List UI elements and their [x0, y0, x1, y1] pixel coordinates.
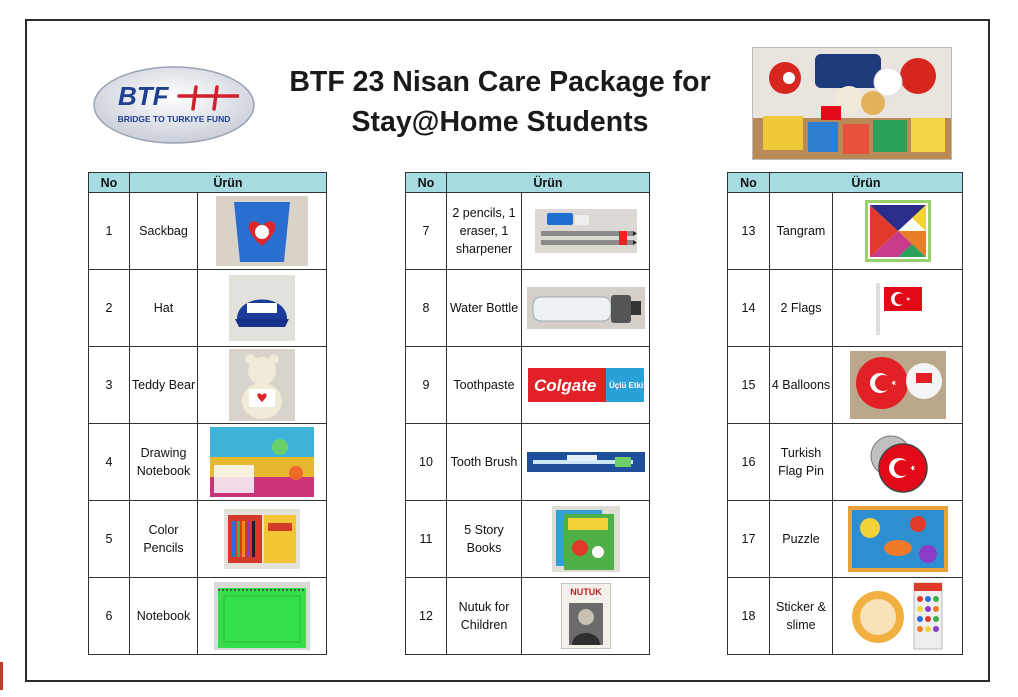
item-name: Nutuk for Children — [447, 578, 522, 655]
item-number: 15 — [728, 347, 770, 424]
table-row — [728, 501, 963, 578]
table-row — [89, 424, 327, 501]
header-no: No — [406, 173, 447, 193]
item-number: 9 — [406, 347, 447, 424]
table-row — [89, 501, 327, 578]
logo-tagline: BRIDGE TO TURKIYE FUND — [117, 114, 231, 124]
table-row — [406, 347, 650, 424]
table-row — [728, 193, 963, 270]
item-name: Color Pencils — [130, 501, 198, 578]
item-name: 2 Flags — [770, 270, 833, 347]
book-title: NUTUK — [569, 587, 602, 597]
item-name: Hat — [130, 270, 198, 347]
toothpaste-brand: Colgate — [533, 376, 596, 395]
table-row — [89, 578, 327, 655]
item-number: 4 — [89, 424, 130, 501]
item-number: 18 — [728, 578, 770, 655]
item-name: Drawing Notebook — [130, 424, 198, 501]
puzzle-photo — [833, 501, 963, 578]
item-number: 11 — [406, 501, 447, 578]
title-line-2: Stay@Home Students — [351, 106, 649, 138]
item-number: 14 — [728, 270, 770, 347]
item-number: 12 — [406, 578, 447, 655]
item-number: 2 — [89, 270, 130, 347]
table-header-row — [406, 173, 650, 193]
pencils-eraser-sharpener-photo — [522, 193, 650, 270]
table-row — [406, 193, 650, 270]
items-table-1 — [88, 172, 327, 655]
drawing-notebook-photo — [198, 424, 327, 501]
items-table-3 — [727, 172, 963, 655]
item-number: 8 — [406, 270, 447, 347]
header-no: No — [728, 173, 770, 193]
table-row — [406, 270, 650, 347]
table-header-row — [728, 173, 963, 193]
edge-mark — [0, 662, 3, 690]
item-name: Turkish Flag Pin — [770, 424, 833, 501]
item-name: 4 Balloons — [770, 347, 833, 424]
btf-logo — [93, 65, 256, 145]
item-name: Sackbag — [130, 193, 198, 270]
item-name: 5 Story Books — [447, 501, 522, 578]
story-books-photo — [522, 501, 650, 578]
page-title — [270, 62, 730, 142]
item-name: Tooth Brush — [447, 424, 522, 501]
table-row — [406, 501, 650, 578]
table-row — [728, 347, 963, 424]
item-number: 1 — [89, 193, 130, 270]
table-row — [89, 193, 327, 270]
header-item: Ürün — [447, 173, 650, 193]
sticker-slime-photo — [833, 578, 963, 655]
item-name: Teddy Bear — [130, 347, 198, 424]
item-number: 17 — [728, 501, 770, 578]
care-package-photo — [752, 47, 952, 160]
table-header-row — [89, 173, 327, 193]
table-row — [728, 424, 963, 501]
flags-photo — [833, 270, 963, 347]
item-number: 16 — [728, 424, 770, 501]
notebook-photo — [198, 578, 327, 655]
toothpaste-photo — [522, 347, 650, 424]
logo-wordmark: BTF — [118, 81, 169, 111]
item-name: Toothpaste — [447, 347, 522, 424]
header-no: No — [89, 173, 130, 193]
item-name: Tangram — [770, 193, 833, 270]
item-name: 2 pencils, 1 eraser, 1 sharpener — [447, 193, 522, 270]
item-name: Puzzle — [770, 501, 833, 578]
table-row — [406, 424, 650, 501]
item-number: 3 — [89, 347, 130, 424]
item-number: 6 — [89, 578, 130, 655]
item-number: 7 — [406, 193, 447, 270]
water-bottle-photo — [522, 270, 650, 347]
nutuk-book-photo — [522, 578, 650, 655]
sackbag-photo — [198, 193, 327, 270]
table-row — [728, 270, 963, 347]
toothbrush-photo — [522, 424, 650, 501]
item-number: 13 — [728, 193, 770, 270]
header-item: Ürün — [770, 173, 963, 193]
table-row — [406, 578, 650, 655]
hat-photo — [198, 270, 327, 347]
items-table-2 — [405, 172, 650, 655]
item-name: Sticker & slime — [770, 578, 833, 655]
table-row — [89, 347, 327, 424]
item-name: Notebook — [130, 578, 198, 655]
item-number: 5 — [89, 501, 130, 578]
table-row — [89, 270, 327, 347]
teddy-bear-photo — [198, 347, 327, 424]
title-line-1: BTF 23 Nisan Care Package for — [289, 66, 711, 98]
tangram-photo — [833, 193, 963, 270]
toothpaste-sub-brand: Üçlü Etki — [608, 381, 643, 390]
header-item: Ürün — [130, 173, 327, 193]
balloons-photo — [833, 347, 963, 424]
item-name: Water Bottle — [447, 270, 522, 347]
table-row — [728, 578, 963, 655]
color-pencils-photo — [198, 501, 327, 578]
flag-pin-photo — [833, 424, 963, 501]
item-number: 10 — [406, 424, 447, 501]
